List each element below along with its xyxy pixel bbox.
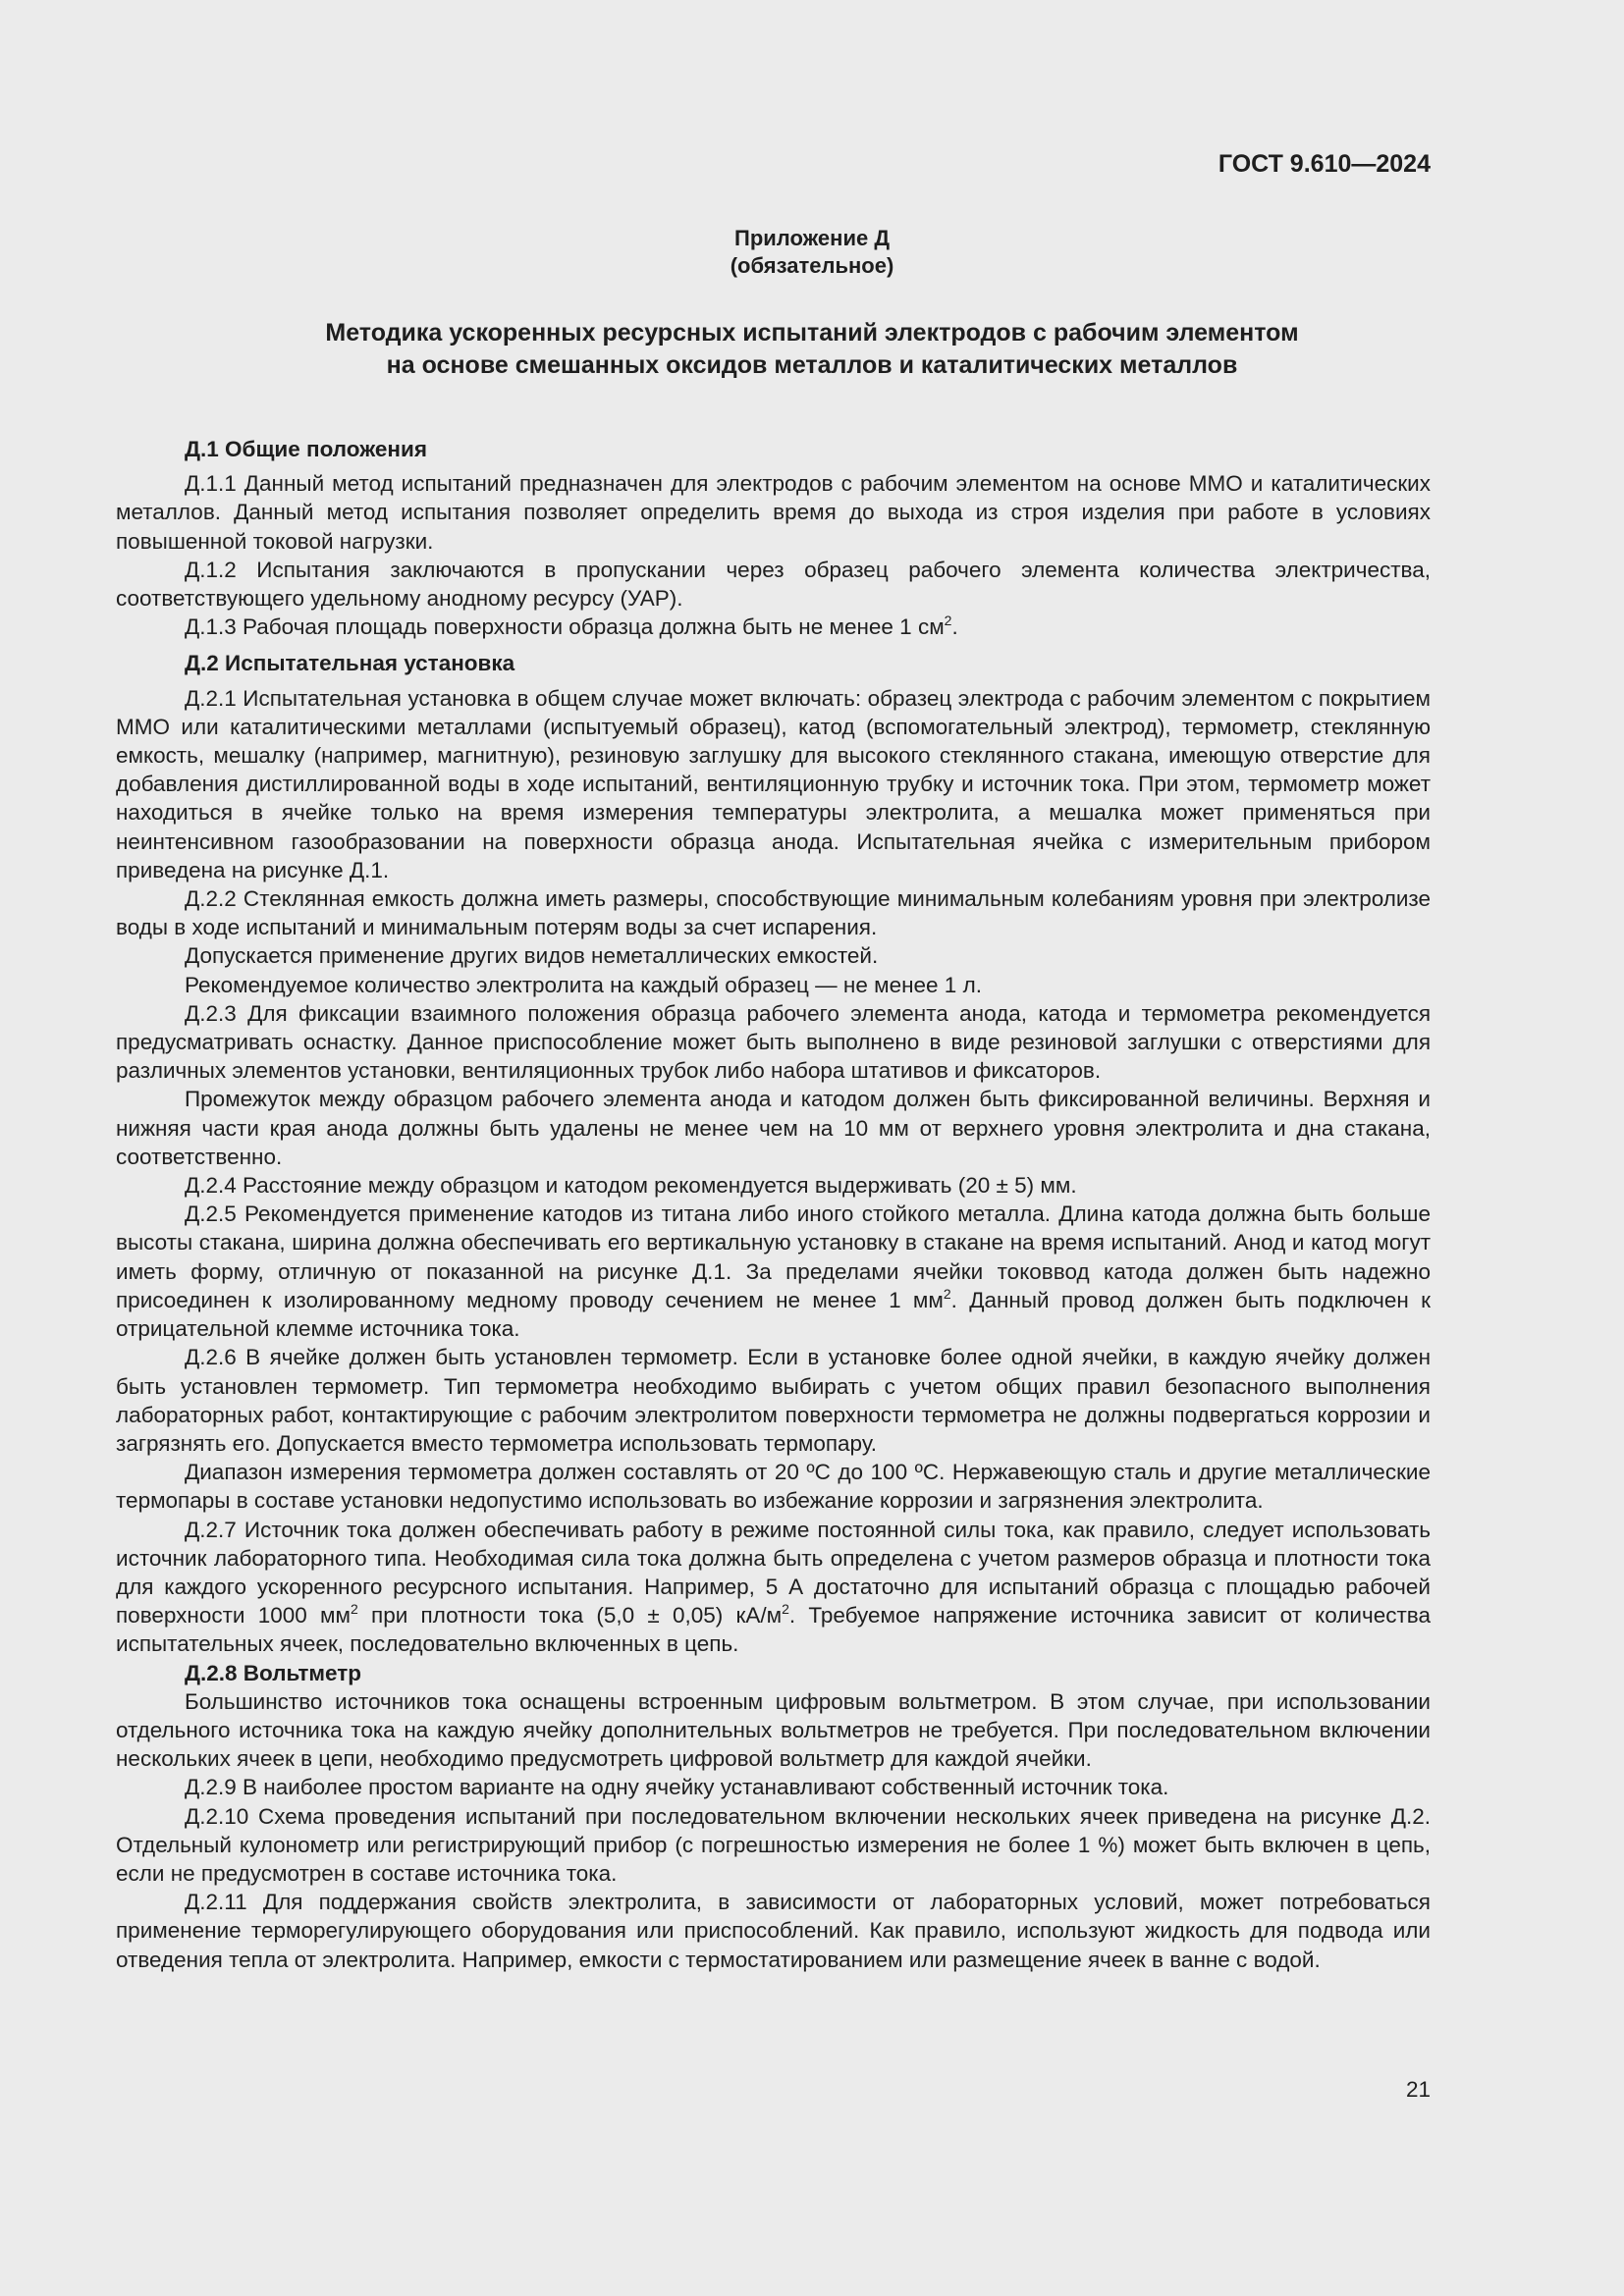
paragraph-text: Д.2.5 Рекомендуется применение катодов из титана либо иного стойкого металла. Длина катода должна быть больше высоты стакана, ширина должна обеспечивать его вертикальную установку в стакане на время испытаний. Анод и катод могут иметь форму, отличную от показанной на рисунке Д.1. За пределами ячейки токоввод катода должен быть надежно присоединен к изолированному медному проводу сечением не менее 1 мм bbox=[116, 1201, 1431, 1312]
paragraph-d2-4: Д.2.4 Расстояние между образцом и катодом рекомендуется выдерживать (20 ± 5) мм. bbox=[185, 1173, 1077, 1199]
paragraph-d1-1: Д.1.1 Данный метод испытаний предназначен для электродов с рабочим элементом на основе ММО и каталитических металлов. Данный метод испытания позволяет определить время до выхода из строя изделия при работе в условиях повышенной токовой нагрузки. bbox=[116, 471, 1431, 554]
paragraph-d2-5 bbox=[116, 1200, 1431, 1343]
paragraph-d2-3-gap: Промежуток между образцом рабочего элемента анода и катодом должен быть фиксированной величины. Верхняя и нижняя части края анода должны быть удалены не менее чем на 10 мм от верхнего уровня электролита и дна стакана, соответственно. bbox=[116, 1087, 1431, 1169]
paragraph-text: . Данный провод должен быть подключен к отрицательной клемме источника тока. bbox=[116, 1287, 1431, 1342]
appendix-title bbox=[0, 317, 1624, 382]
paragraph-text: Д.2.7 Источник тока должен обеспечивать работу в режиме постоянной силы тока, как правило, следует использовать источник лабораторного типа. Необходимая сила тока должна быть определена с учетом размеров образца и плотности тока для каждого ускоренного ресурсного испытания. Например, 5 А достаточно для испытаний образца с площадью рабочей поверхности 1000 мм bbox=[116, 1517, 1431, 1629]
paragraph-d2-7 bbox=[116, 1516, 1431, 1659]
paragraph-d1-3 bbox=[116, 613, 1431, 641]
appendix-heading bbox=[0, 225, 1624, 280]
document-body bbox=[116, 427, 1431, 1974]
title-line-1: Методика ускоренных ресурсных испытаний электродов с рабочим элементом bbox=[325, 319, 1299, 347]
paragraph-d2-8: Большинство источников тока оснащены встроенным цифровым вольтметром. В этом случае, при использовании отдельного источника тока на каждую ячейку дополнительных вольтметров не требуется. При последовательном включении нескольких ячеек в цепи, необходимо предусмотреть цифровой вольтметр для каждой ячейки. bbox=[116, 1688, 1431, 1772]
subsection-heading-d2-8: Д.2.8 Вольтметр bbox=[185, 1660, 362, 1685]
appendix-label: Приложение Д bbox=[734, 226, 890, 250]
paragraph-d2-1: Д.2.1 Испытательная установка в общем случае может включать: образец электрода с рабочим элементом с покрытием ММО или каталитическими металлами (испытуемый образец), катод (вспомогательный электрод), термометр, стеклянную емкость, мешалку (например, магнитную), резиновую заглушку для высокого стеклянного стакана, имеющую отверстие для добавления дистиллированной воды в ходе испытаний, вентиляционную трубку и источник тока. При этом, термометр может находиться в ячейке только на время измерения температуры электролита, а мешалка может применяться при неинтенсивном газообразовании на поверхности образца анода. Испытательная ячейка с измерительным прибором приведена на рисунке Д.1. bbox=[116, 685, 1431, 882]
paragraph-text: при плотности тока (5,0 ± 0,05) кА/м bbox=[357, 1603, 783, 1629]
paragraph-d2-9: Д.2.9 В наиболее простом варианте на одну ячейку устанавливают собственный источник тока. bbox=[185, 1775, 1169, 1800]
paragraph-d2-6: Д.2.6 В ячейке должен быть установлен термометр. Если в установке более одной ячейки, в каждую ячейку должен быть установлен термометр. Тип термометра необходимо выбирать с учетом общих правил безопасного выполнения лабораторных работ, контактирующие с рабочим электролитом поверхности термометра не должны подвергаться коррозии и загрязнять его. Допускается вместо термометра использовать термопару. bbox=[116, 1345, 1431, 1456]
paragraph-d2-10: Д.2.10 Схема проведения испытаний при последовательном включении нескольких ячеек приведена на рисунке Д.2. Отдельный кулонометр или регистрирующий прибор (с погрешностью измерения не более 1 %) может быть включен в цепь, если не предусмотрен в составе источника тока. bbox=[116, 1803, 1431, 1886]
paragraph-text: . Требуемое напряжение источника зависит от количества испытательных ячеек, последовательно включенных в цепь. bbox=[116, 1603, 1431, 1657]
paragraph-text: Д.1.3 Рабочая площадь поверхности образца должна быть не менее 1 см bbox=[185, 614, 945, 640]
paragraph-text: . bbox=[951, 614, 958, 640]
appendix-status: (обязательное) bbox=[730, 253, 894, 278]
paragraph-d2-2-note: Допускается применение других видов неметаллических емкостей. bbox=[185, 943, 879, 969]
paragraph-d2-11: Д.2.11 Для поддержания свойств электролита, в зависимости от лабораторных условий, может потребоваться применение терморегулирующего оборудования или приспособлений. Как правило, используют жидкость для подвода или отведения тепла от электролита. Например, емкости с термостатированием или размещение ячеек в ванне с водой. bbox=[116, 1890, 1431, 1972]
paragraph-d2-3: Д.2.3 Для фиксации взаимного положения образца рабочего элемента анода, катода и термометра рекомендуется предусматривать оснастку. Данное приспособление может быть выполнено в виде резиновой заглушки с отверстиями для различных элементов установки, вентиляционных трубок либо набора штативов и фиксаторов. bbox=[116, 1000, 1431, 1084]
paragraph-d2-6-range: Диапазон измерения термометра должен составлять от 20 ºС до 100 ºС. Нержавеющую сталь и другие металлические термопары в составе установки недопустимо использовать во избежание коррозии и загрязнения электролита. bbox=[116, 1460, 1431, 1514]
section-heading-d1: Д.1 Общие положения bbox=[185, 437, 427, 461]
paragraph-d2-2-volume: Рекомендуемое количество электролита на каждый образец — не менее 1 л. bbox=[185, 972, 982, 997]
superscript: 2 bbox=[943, 1285, 951, 1302]
paragraph-d2-2: Д.2.2 Стеклянная емкость должна иметь размеры, способствующие минимальным колебаниям уровня при электролизе воды в ходе испытаний и минимальным потерям воды за счет испарения. bbox=[116, 886, 1431, 940]
section-heading-d2: Д.2 Испытательная установка bbox=[185, 651, 515, 676]
paragraph-d1-2: Д.1.2 Испытания заключаются в пропускании через образец рабочего элемента количества электричества, соответствующего удельному анодному ресурсу (УАР). bbox=[116, 557, 1431, 612]
document-id: ГОСТ 9.610—2024 bbox=[1218, 150, 1431, 178]
superscript: 2 bbox=[944, 613, 952, 629]
title-line-2: на основе смешанных оксидов металлов и каталитических металлов bbox=[386, 351, 1238, 379]
page-number: 21 bbox=[1405, 2077, 1431, 2102]
superscript: 2 bbox=[782, 1601, 789, 1618]
superscript: 2 bbox=[350, 1601, 358, 1618]
